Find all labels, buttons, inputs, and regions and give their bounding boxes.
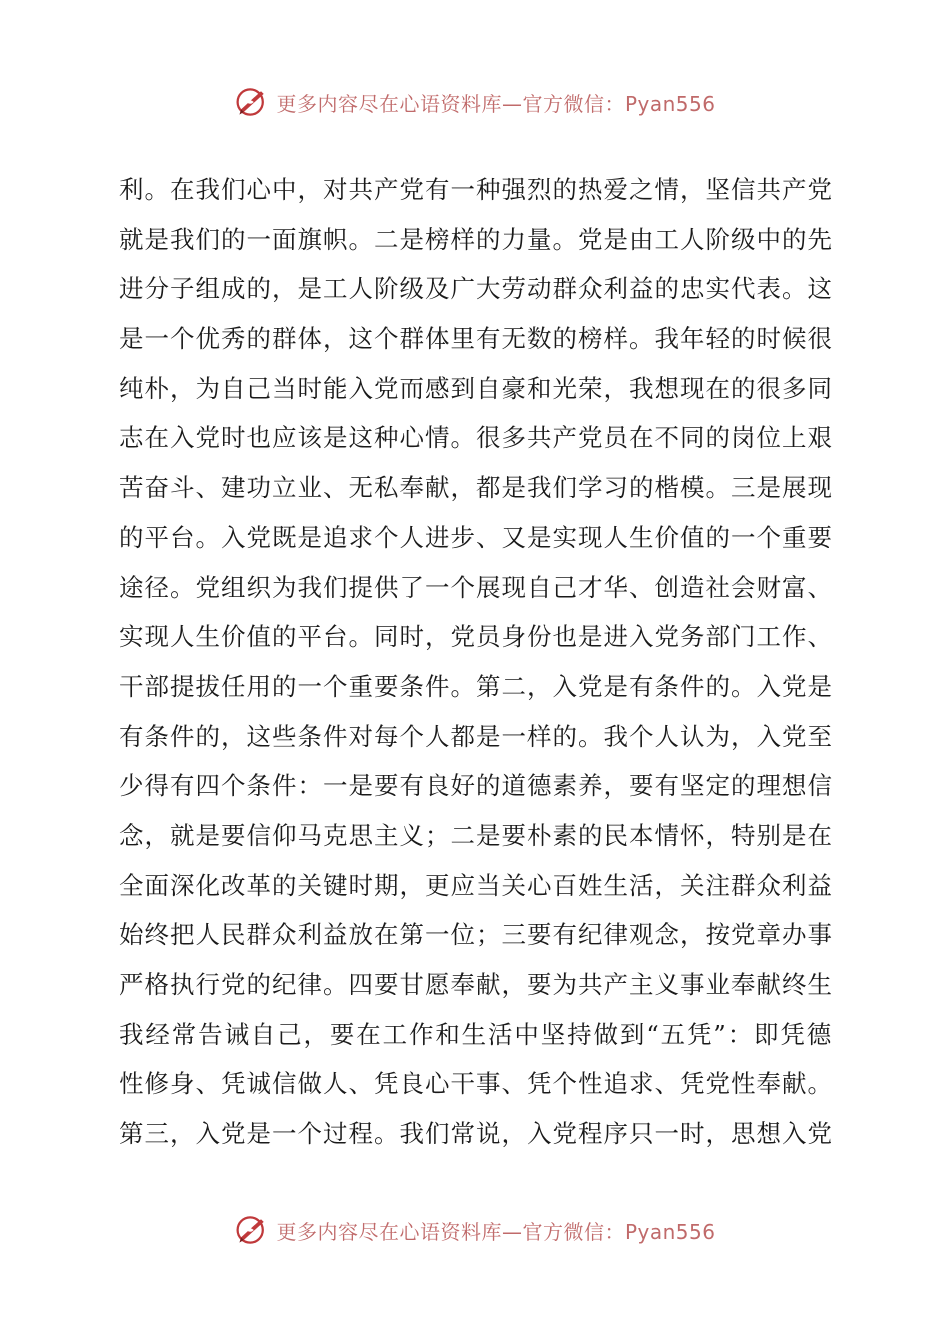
body-line: 实现人生价值的平台。同时，党员身份也是进入党务部门工作、 <box>119 622 833 652</box>
body-line: 念，就是要信仰马克思主义；二是要朴素的民本情怀，特别是在 <box>119 820 833 850</box>
pen-logo-icon <box>234 84 270 120</box>
body-line: 就是我们的一面旗帜。二是榜样的力量。党是由工人阶级中的先 <box>119 224 833 254</box>
header-watermark <box>0 82 950 122</box>
body-line: 纯朴，为自己当时能入党而感到自豪和光荣，我想现在的很多同 <box>119 373 833 403</box>
body-line: 少得有四个条件：一是要有良好的道德素养，要有坚定的理想信 <box>119 771 833 801</box>
body-line: 严格执行党的纪律。四要甘愿奉献，要为共产主义事业奉献终生 <box>119 970 833 999</box>
watermark-text: 更多内容尽在心语资料库—官方微信：Pyan556 <box>276 91 716 116</box>
body-line: 性修身、凭诚信做人、凭良心干事、凭个性追求、凭党性奉献。 <box>119 1069 833 1099</box>
body-line: 始终把人民群众利益放在第一位；三要有纪律观念，按党章办事 <box>119 920 833 950</box>
body-line: 途径。党组织为我们提供了一个展现自己才华、创造社会财富、 <box>119 572 833 602</box>
body-line: 有条件的，这些条件对每个人都是一样的。我个人认为，入党至 <box>119 721 833 751</box>
body-line: 利。在我们心中，对共产党有一种强烈的热爱之情，坚信共产党 <box>119 175 833 204</box>
pen-logo-icon <box>234 1212 270 1248</box>
footer-watermark <box>0 1210 950 1250</box>
watermark-text: 更多内容尽在心语资料库—官方微信：Pyan556 <box>276 1219 716 1244</box>
body-line: 我经常告诫自己，要在工作和生活中坚持做到“五凭”：即凭德 <box>119 1019 834 1049</box>
body-line: 的平台。入党既是追求个人进步、又是实现人生价值的一个重要 <box>119 522 833 552</box>
body-line: 第三，入党是一个过程。我们常说，入党程序只一时，思想入党 <box>119 1119 833 1149</box>
body-line: 全面深化改革的关键时期，更应当关心百姓生活，关注群众利益 <box>119 870 833 900</box>
body-line: 进分子组成的，是工人阶级及广大劳动群众利益的忠实代表。这 <box>119 274 833 304</box>
document-body <box>119 165 833 1159</box>
body-line: 志在入党时也应该是这种心情。很多共产党员在不同的岗位上艰 <box>119 423 833 453</box>
body-line: 是一个优秀的群体，这个群体里有无数的榜样。我年轻的时候很 <box>119 324 833 354</box>
body-line: 苦奋斗、建功立业、无私奉献，都是我们学习的楷模。三是展现 <box>119 473 833 503</box>
body-line: 干部提拔任用的一个重要条件。第二，入党是有条件的。入党是 <box>119 671 833 701</box>
